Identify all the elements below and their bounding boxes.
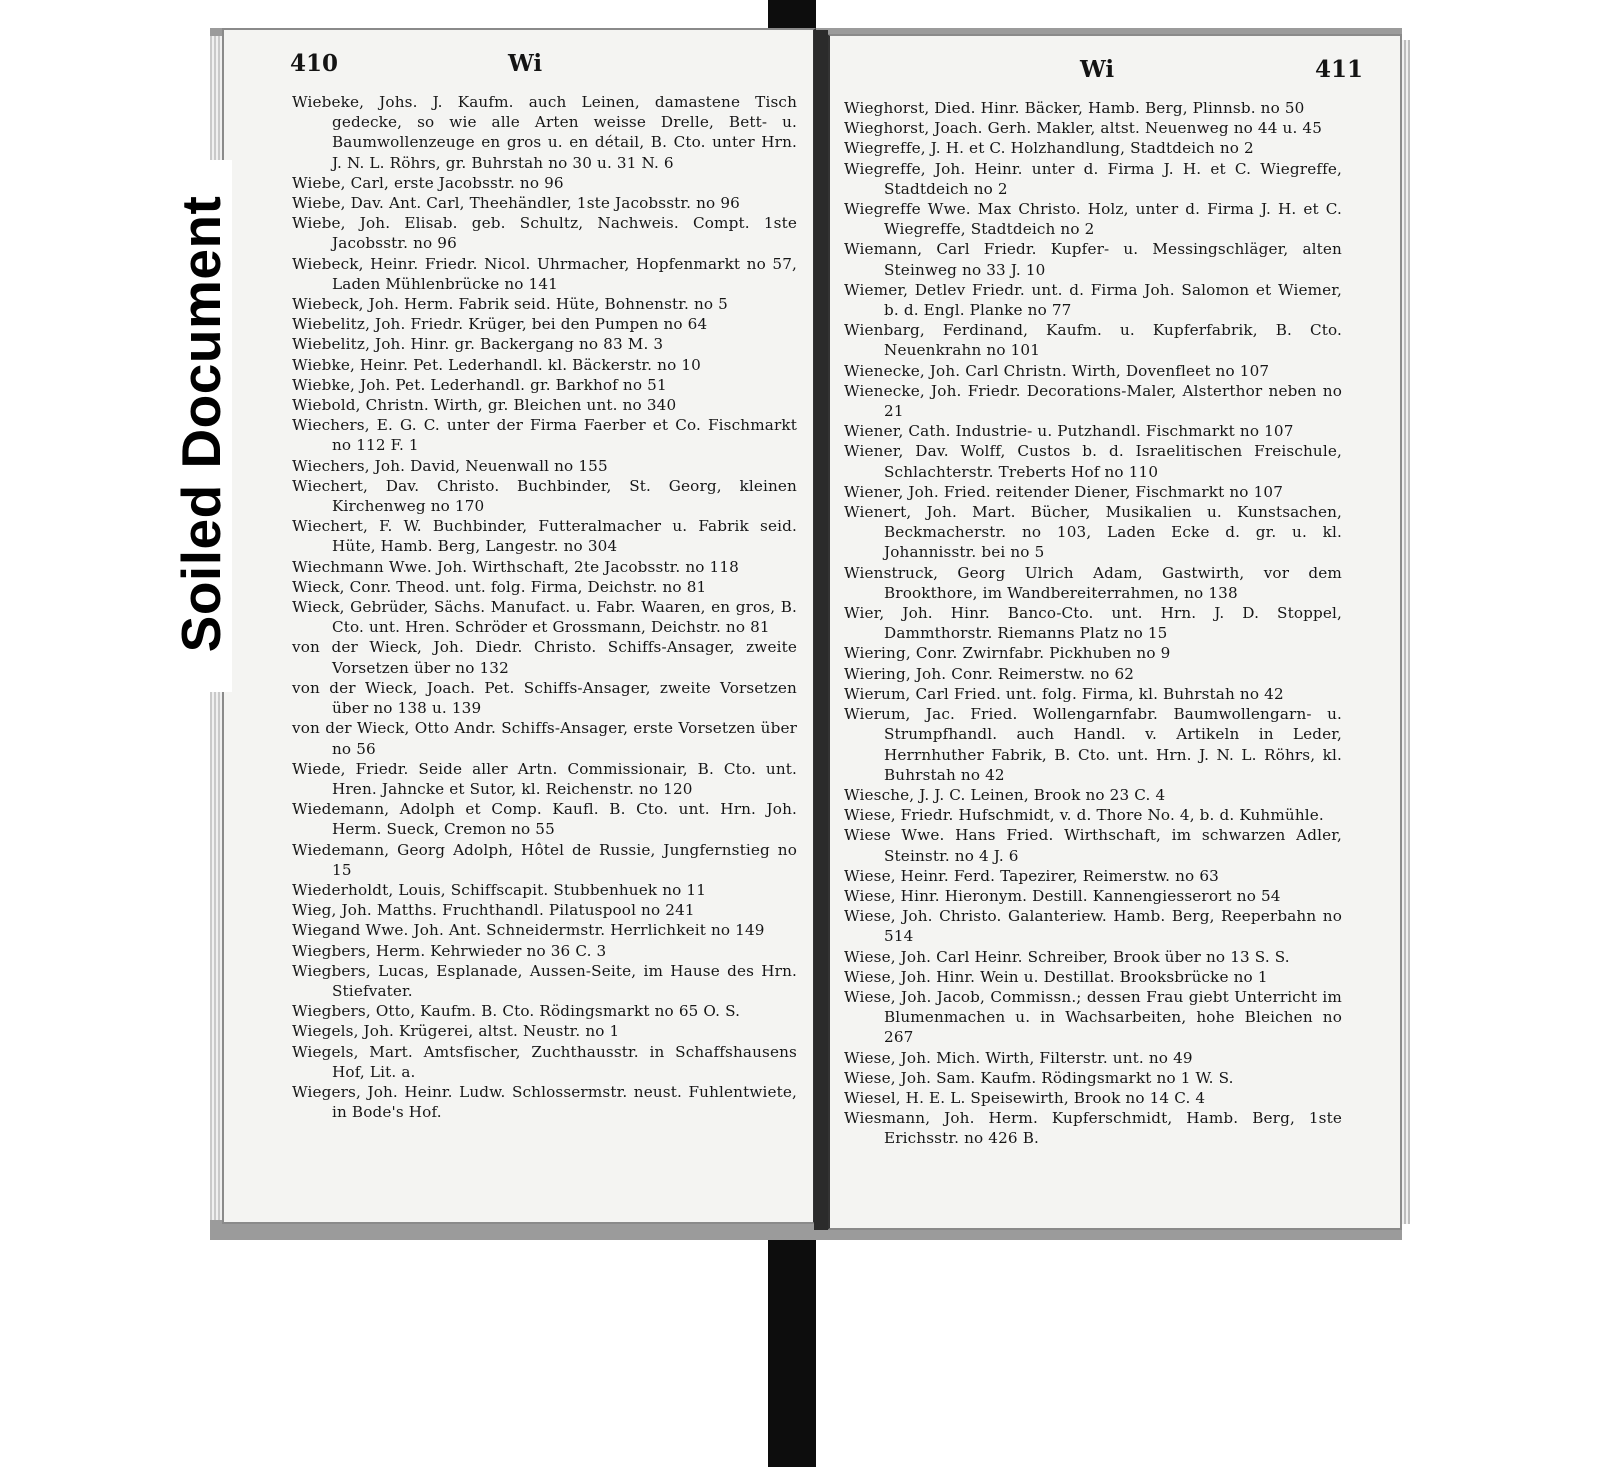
directory-entry: Wiering, Joh. Conr. Reimerstw. no 62: [844, 664, 1135, 683]
directory-entry: Wiebke, Heinr. Pet. Lederhandl. kl. Bäckerstr. no 10: [292, 355, 701, 374]
directory-entry: Wiechert, Dav. Christo. Buchbinder, St. Georg, kleinen Kirchenweg no 170: [292, 476, 797, 516]
directory-entry: Wiese, Joh. Jacob, Commissn.; dessen Frau giebt Unterricht im Blumenmachen u. in Wachsarbeiten, hohe Bleichen no 267: [844, 987, 1342, 1047]
directory-entry: Wiener, Dav. Wolff, Custos b. d. Israelitischen Freischule, Schlachterstr. Treberts Hof no 110: [844, 442, 1342, 481]
directory-entry: Wiese, Friedr. Hufschmidt, v. d. Thore No. 4, b. d. Kuhmühle.: [844, 806, 1324, 825]
left-page: [222, 28, 816, 1224]
directory-entry: Wiedemann, Adolph et Comp. Kaufl. B. Cto. unt. Hrn. Joh. Herm. Sueck, Cremon no 55: [292, 800, 797, 839]
directory-entry: Wiese, Joh. Carl Heinr. Schreiber, Brook über no 13 S. S.: [844, 947, 1290, 966]
directory-entry: von der Wieck, Joh. Diedr. Christo. Schiffs-Ansager, zweite Vorsetzen über no 132: [292, 638, 797, 677]
right-running-head: Wi: [1080, 56, 1115, 83]
directory-entry: Wiesmann, Joh. Herm. Kupferschmidt, Hamb. Berg, 1ste Erichsstr. no 426 B.: [844, 1109, 1342, 1148]
directory-entry: Wienecke, Joh. Carl Christn. Wirth, Dovenfleet no 107: [844, 361, 1270, 380]
directory-entry: Wiechmann Wwe. Joh. Wirthschaft, 2te Jacobsstr. no 118: [292, 557, 739, 576]
microfilm-strip-bottom: [768, 1218, 816, 1467]
directory-entry: Wiebeck, Joh. Herm. Fabrik seid. Hüte, Bohnenstr. no 5: [292, 295, 728, 314]
left-entries-column: [292, 92, 797, 1122]
directory-entry: Wiese, Heinr. Ferd. Tapezirer, Reimerstw. no 63: [844, 866, 1219, 885]
directory-entry: Wiegreffe, Joh. Heinr. unter d. Firma J. H. et C. Wiegreffe, Stadtdeich no 2: [844, 159, 1342, 198]
directory-entry: Wienstruck, Georg Ulrich Adam, Gastwirth, vor dem Brookthore, im Wandbereiterrahmen, no 138: [844, 563, 1342, 602]
directory-entry: Wiebe, Joh. Elisab. geb. Schultz, Nachweis. Compt. 1ste Jacobsstr. no 96: [292, 214, 797, 253]
directory-entry: Wienbarg, Ferdinand, Kaufm. u. Kupferfabrik, B. Cto. Neuenkrahn no 101: [844, 321, 1342, 360]
directory-entry: Wiede, Friedr. Seide aller Artn. Commissionair, B. Cto. unt. Hren. Jahncke et Sutor, kl. Reichenstr. no 120: [292, 759, 797, 798]
left-running-head: Wi: [508, 50, 543, 77]
directory-entry: Wieghorst, Died. Hinr. Bäcker, Hamb. Berg, Plinnsb. no 50: [844, 99, 1305, 117]
directory-entry: Wiegels, Mart. Amtsfischer, Zuchthausstr. in Schaffshausens Hof, Lit. a.: [292, 1042, 797, 1081]
directory-entry: Wiedemann, Georg Adolph, Hôtel de Russie, Jungfernstieg no 15: [292, 840, 797, 879]
directory-entry: Wiegand Wwe. Joh. Ant. Schneidermstr. Herrlichkeit no 149: [292, 921, 765, 940]
directory-entry: von der Wieck, Otto Andr. Schiffs-Ansager, erste Vorsetzen über no 56: [292, 719, 797, 758]
directory-entry: Wiebe, Dav. Ant. Carl, Theehändler, 1ste Jacobsstr. no 96: [292, 194, 740, 213]
soiled-document-label: Soiled Document: [170, 195, 232, 653]
directory-entry: Wiegbers, Lucas, Esplanade, Aussen-Seite, im Hause des Hrn. Stiefvater.: [292, 961, 797, 1000]
directory-entry: Wierum, Jac. Fried. Wollengarnfabr. Baumwollengarn- u. Strumpfhandl. auch Handl. v. Artikeln in Leder, Herrnhuther Fabrik, B. Cto. unt. Hrn. J. N. L. Röhrs, kl. Buhrstah no 42: [844, 705, 1342, 784]
directory-entry: Wieghorst, Joach. Gerh. Makler, altst. Neuenweg no 44 u. 45: [844, 119, 1323, 138]
directory-entry: Wieg, Joh. Matths. Fruchthandl. Pilatuspool no 241: [292, 901, 695, 920]
left-page-number: 410: [290, 50, 339, 77]
directory-entry: Wiemer, Detlev Friedr. unt. d. Firma Joh. Salomon et Wiemer, b. d. Engl. Planke no 77: [844, 280, 1342, 320]
directory-entry: Wiemann, Carl Friedr. Kupfer- u. Messingschläger, alten Steinweg no 33 J. 10: [844, 240, 1342, 279]
directory-entry: Wiese Wwe. Hans Fried. Wirthschaft, im schwarzen Adler, Steinstr. no 4 J. 6: [844, 826, 1342, 865]
directory-entry: Wiederholdt, Louis, Schiffscapit. Stubbenhuek no 11: [292, 880, 707, 899]
directory-entry: Wiechers, E. G. C. unter der Firma Faerber et Co. Fischmarkt no 112 F. 1: [292, 416, 797, 455]
directory-entry: Wiese, Joh. Christo. Galanteriew. Hamb. Berg, Reeperbahn no 514: [844, 907, 1342, 946]
directory-entry: von der Wieck, Joach. Pet. Schiffs-Ansager, zweite Vorsetzen über no 138 u. 139: [292, 678, 797, 718]
directory-entry: Wiechert, F. W. Buchbinder, Futteralmacher u. Fabrik seid. Hüte, Hamb. Berg, Langestr. no 304: [292, 517, 797, 556]
book-gutter: [814, 30, 828, 1230]
directory-entry: Wiebold, Christn. Wirth, gr. Bleichen unt. no 340: [292, 396, 677, 415]
directory-entry: Wier, Joh. Hinr. Banco-Cto. unt. Hrn. J. D. Stoppel, Dammthorstr. Riemanns Platz no 15: [844, 604, 1342, 643]
directory-entry: Wiese, Hinr. Hieronym. Destill. Kannengiesserort no 54: [844, 886, 1281, 905]
directory-entry: Wiesel, H. E. L. Speisewirth, Brook no 14 C. 4: [844, 1088, 1206, 1107]
directory-entry: Wiegers, Joh. Heinr. Ludw. Schlossermstr. neust. Fuhlentwiete, in Bode's Hof.: [292, 1082, 797, 1122]
directory-entry: Wiegbers, Otto, Kaufm. B. Cto. Rödingsmarkt no 65 O. S.: [292, 1002, 741, 1021]
directory-entry: Wiegbers, Herm. Kehrwieder no 36 C. 3: [292, 941, 607, 960]
directory-entry: Wiering, Conr. Zwirnfabr. Pickhuben no 9: [844, 644, 1171, 663]
directory-entry: Wiebeck, Heinr. Friedr. Nicol. Uhrmacher, Hopfenmarkt no 57, Laden Mühlenbrücke no 141: [292, 254, 797, 293]
right-page-number: 411: [1315, 56, 1364, 83]
directory-entry: Wiegreffe, J. H. et C. Holzhandlung, Stadtdeich no 2: [844, 139, 1254, 158]
directory-entry: Wiechers, Joh. David, Neuenwall no 155: [292, 456, 608, 475]
directory-entry: Wierum, Carl Fried. unt. folg. Firma, kl. Buhrstah no 42: [844, 684, 1284, 703]
right-page: [827, 34, 1402, 1230]
directory-entry: Wiebelitz, Joh. Friedr. Krüger, bei den Pumpen no 64: [292, 315, 708, 334]
directory-entry: Wienecke, Joh. Friedr. Decorations-Maler, Alsterthor neben no 21: [844, 381, 1342, 421]
directory-entry: Wiegels, Joh. Krügerei, altst. Neustr. no 1: [292, 1022, 620, 1041]
directory-entry: Wiese, Joh. Hinr. Wein u. Destillat. Brooksbrücke no 1: [844, 967, 1268, 986]
directory-entry: Wieck, Conr. Theod. unt. folg. Firma, Deichstr. no 81: [292, 577, 707, 596]
directory-entry: Wiese, Joh. Mich. Wirth, Filterstr. unt. no 49: [844, 1048, 1193, 1067]
directory-entry: Wiebke, Joh. Pet. Lederhandl. gr. Barkhof no 51: [292, 375, 667, 394]
directory-entry: Wieck, Gebrüder, Sächs. Manufact. u. Fabr. Waaren, en gros, B. Cto. unt. Hren. Schröder et Grossmann, Deichstr. no 81: [292, 598, 797, 637]
directory-entry: Wiebe, Carl, erste Jacobsstr. no 96: [292, 173, 564, 192]
directory-entry: Wiebelitz, Joh. Hinr. gr. Backergang no 83 M. 3: [292, 335, 664, 354]
directory-entry: Wiese, Joh. Sam. Kaufm. Rödingsmarkt no 1 W. S.: [844, 1068, 1234, 1087]
directory-entry: Wiegreffe Wwe. Max Christo. Holz, unter d. Firma J. H. et C. Wiegreffe, Stadtdeich no 2: [844, 200, 1342, 239]
directory-entry: Wiesche, J. J. C. Leinen, Brook no 23 C. 4: [844, 785, 1166, 804]
right-entries-column: [844, 98, 1342, 1149]
directory-entry: Wienert, Joh. Mart. Bücher, Musikalien u. Kunstsachen, Beckmacherstr. no 103, Laden Ecke d. gr. u. kl. Johannisstr. bei no 5: [844, 503, 1342, 562]
directory-entry: Wiebeke, Johs. J. Kaufm. auch Leinen, damastene Tisch gedecke, so wie alle Arten weisse Drelle, Bett- u. Baumwollenzeuge en gros u. en détail, B. Cto. unter Hrn. J. N. L. Röhrs, gr. Buhrstah no 30 u. 31 N. 6: [292, 93, 797, 172]
directory-entry: Wiener, Cath. Industrie- u. Putzhandl. Fischmarkt no 107: [844, 422, 1294, 441]
directory-entry: Wiener, Joh. Fried. reitender Diener, Fischmarkt no 107: [844, 482, 1284, 501]
